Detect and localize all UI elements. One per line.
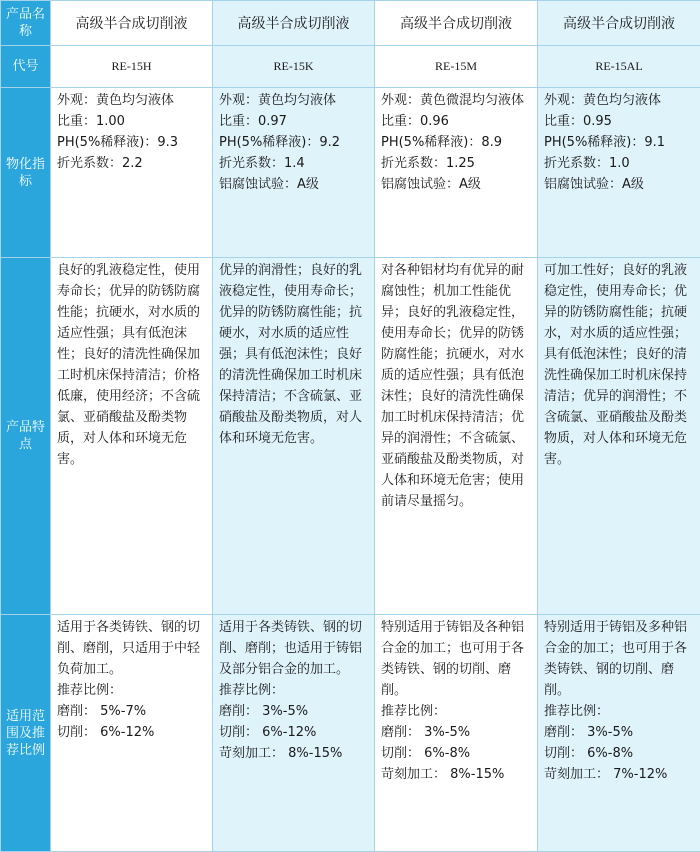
product-name-1: 高级半合成切削液 bbox=[51, 1, 213, 46]
physical-line: 折光系数：1.4 bbox=[219, 153, 370, 174]
label-features: 产品特点 bbox=[1, 258, 51, 615]
physical-line: 外观：黄色均匀液体 bbox=[57, 90, 208, 111]
physical-cell-4 bbox=[538, 88, 700, 258]
product-name-3: 高级半合成切削液 bbox=[375, 1, 538, 46]
physical-line: 折光系数：1.0 bbox=[544, 153, 696, 174]
physical-cell-1 bbox=[51, 88, 213, 258]
application-line: 切削： 6%-8% bbox=[381, 743, 533, 764]
physical-line: 铝腐蚀试验：A级 bbox=[219, 174, 370, 195]
physical-line: PH(5%稀释液)：8.9 bbox=[381, 132, 533, 153]
application-cell-2 bbox=[213, 615, 375, 852]
physical-cell-3 bbox=[375, 88, 538, 258]
product-code-1: RE-15H bbox=[51, 46, 213, 88]
physical-line: 比重：1.00 bbox=[57, 111, 208, 132]
physical-line: PH(5%稀释液)：9.2 bbox=[219, 132, 370, 153]
product-code-3: RE-15M bbox=[375, 46, 538, 88]
application-line: 切削： 6%-8% bbox=[544, 743, 696, 764]
code-row bbox=[1, 46, 700, 88]
features-cell-3: 对各种铝材均有优异的耐腐蚀性；机加工性能优异；良好的乳液稳定性，使用寿命长；优异的防锈防腐性能；抗硬水，对水质的适应性强；具有低泡沫性；良好的清洗性确保加工时机床保持清洁；优异的润滑性；不含硫氯、亚硝酸盐及酚类物质，对人体和环境无危害；使用前请尽量摇匀。 bbox=[375, 258, 538, 615]
application-cell-3 bbox=[375, 615, 538, 852]
application-cell-1 bbox=[51, 615, 213, 852]
application-line: 特别适用于铸铝及各种铝合金的加工；也可用于各类铸铁、钢的切削、磨削。 bbox=[381, 617, 533, 701]
application-line: 磨削： 5%-7% bbox=[57, 701, 208, 722]
features-cell-1: 良好的乳液稳定性，使用寿命长；优异的防锈防腐性能；抗硬水，对水质的适应性强；具有低泡沫性；良好的清洗性确保加工时机床保持清洁；价格低廉，使用经济；不含硫氯、亚硝酸盐及酚类物质，对人体和环境无危害。 bbox=[51, 258, 213, 615]
application-line: 推荐比例： bbox=[57, 680, 208, 701]
application-row bbox=[1, 615, 700, 852]
application-line: 特别适用于铸铝及多种铝合金的加工；也可用于各类铸铁、钢的切削、磨削。 bbox=[544, 617, 696, 701]
physical-line: 铝腐蚀试验：A级 bbox=[381, 174, 533, 195]
application-line: 推荐比例： bbox=[544, 701, 696, 722]
application-cell-4 bbox=[538, 615, 700, 852]
product-name-2: 高级半合成切削液 bbox=[213, 1, 375, 46]
label-code: 代号 bbox=[1, 46, 51, 88]
physical-line: 外观：黄色微混均匀液体 bbox=[381, 90, 533, 111]
physical-line: 外观：黄色均匀液体 bbox=[219, 90, 370, 111]
physical-line: PH(5%稀释液)：9.3 bbox=[57, 132, 208, 153]
application-line: 切削： 6%-12% bbox=[219, 722, 370, 743]
physical-line: PH(5%稀释液)：9.1 bbox=[544, 132, 696, 153]
product-name-4: 高级半合成切削液 bbox=[538, 1, 700, 46]
application-line: 磨削： 3%-5% bbox=[381, 722, 533, 743]
application-line: 切削： 6%-12% bbox=[57, 722, 208, 743]
physical-line: 比重：0.95 bbox=[544, 111, 696, 132]
physical-line: 外观：黄色均匀液体 bbox=[544, 90, 696, 111]
physical-line: 比重：0.97 bbox=[219, 111, 370, 132]
label-name: 产品名称 bbox=[1, 1, 51, 46]
label-physical: 物化指标 bbox=[1, 88, 51, 258]
features-cell-4: 可加工性好；良好的乳液稳定性，使用寿命长；优异的防锈防腐性能；抗硬水，对水质的适应性强；具有低泡沫性；良好的清洗性确保加工时机床保持清洁；优异的润滑性；不含硫氯、亚硝酸盐及酚类物质，对人体和环境无危害。 bbox=[538, 258, 700, 615]
product-code-4: RE-15AL bbox=[538, 46, 700, 88]
application-line: 苛刻加工： 7%-12% bbox=[544, 764, 696, 785]
physical-cell-2 bbox=[213, 88, 375, 258]
application-line: 适用于各类铸铁、钢的切削、磨削；也适用于铸铝及部分铝合金的加工。 bbox=[219, 617, 370, 680]
product-code-2: RE-15K bbox=[213, 46, 375, 88]
physical-row bbox=[1, 88, 700, 258]
label-application: 适用范围及推荐比例 bbox=[1, 615, 51, 852]
application-line: 推荐比例： bbox=[219, 680, 370, 701]
features-cell-2: 优异的润滑性；良好的乳液稳定性，使用寿命长；优异的防锈防腐性能；抗硬水，对水质的适应性强；具有低泡沫性；良好的清洗性确保加工时机床保持清洁；不含硫氯、亚硝酸盐及酚类物质，对人体和环境无危害。 bbox=[213, 258, 375, 615]
application-line: 苛刻加工： 8%-15% bbox=[381, 764, 533, 785]
name-row bbox=[1, 1, 700, 46]
physical-line: 铝腐蚀试验：A级 bbox=[544, 174, 696, 195]
application-line: 磨削： 3%-5% bbox=[219, 701, 370, 722]
features-row bbox=[1, 258, 700, 615]
application-line: 苛刻加工： 8%-15% bbox=[219, 743, 370, 764]
physical-line: 折光系数：1.25 bbox=[381, 153, 533, 174]
physical-line: 比重：0.96 bbox=[381, 111, 533, 132]
application-line: 适用于各类铸铁、钢的切削、磨削，只适用于中轻负荷加工。 bbox=[57, 617, 208, 680]
application-line: 推荐比例： bbox=[381, 701, 533, 722]
application-line: 磨削： 3%-5% bbox=[544, 722, 696, 743]
physical-line: 折光系数：2.2 bbox=[57, 153, 208, 174]
